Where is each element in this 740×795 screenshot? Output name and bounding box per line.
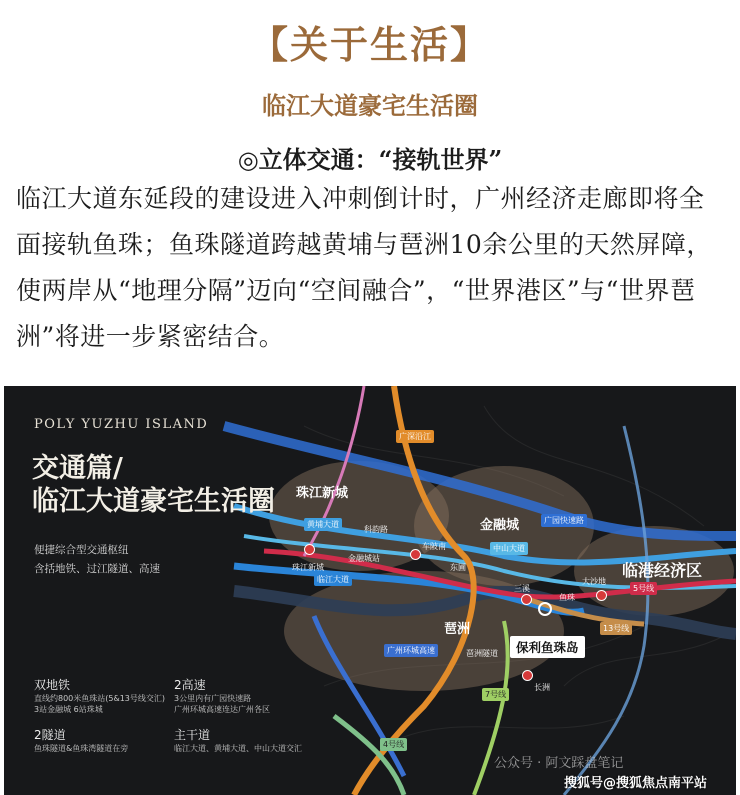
category-label: 2隧道 <box>34 728 66 742</box>
place-lingang: 临港经济区 <box>622 561 703 580</box>
hub-line1: 便捷综合型交通枢纽 <box>34 544 129 556</box>
station-dongpu: 东圃 <box>450 563 466 572</box>
category-main-road <box>174 726 302 754</box>
transport-map <box>4 386 736 795</box>
line-tag-13: 13号线 <box>600 622 632 635</box>
road-tag-huangpu: 黄埔大道 <box>304 518 342 531</box>
place-pazhou: 琶洲 <box>444 622 471 637</box>
section-title: 【关于生活】 <box>249 22 490 67</box>
category-desc: 广州环城高速连达广州各区 <box>174 705 270 714</box>
category-label: 2高速 <box>174 678 206 692</box>
line-tag-guangshen: 广深沿江 <box>396 430 434 443</box>
station-pazhou-tunnel: 琶洲隧道 <box>466 649 498 658</box>
hub-description <box>34 541 160 579</box>
station-pin <box>521 594 532 605</box>
station-pin <box>522 670 533 681</box>
category-desc: 直线约800米鱼珠站(5&13号线交汇) <box>34 694 166 703</box>
place-jinrongcheng: 金融城 <box>480 518 520 533</box>
category-desc: 临江大道、黄埔大道、中山大道交汇 <box>174 744 302 753</box>
category-desc: 鱼珠隧道&鱼珠湾隧道在旁 <box>34 744 129 753</box>
category-label: 主干道 <box>174 728 211 742</box>
watermark-gzh: 公众号 · 阿文踩盘笔记 <box>494 756 624 771</box>
map-title-line2: 临江大道豪宅生活圈 <box>32 486 275 517</box>
station-changzhou: 长洲 <box>534 683 550 692</box>
station-pin <box>304 544 315 555</box>
station-yuzhu: 鱼珠 <box>559 593 575 602</box>
road-tag-guangyuan: 广园快速路 <box>541 514 587 527</box>
road-tag-zhongshan: 中山大道 <box>490 542 528 555</box>
station-kejilu: 科韵路 <box>364 525 388 534</box>
category-desc: 3公里内有广园快速路 <box>174 694 252 703</box>
watermark-sohu: 搜狐号@搜狐焦点南平站 <box>564 776 708 791</box>
station-pin <box>596 590 607 601</box>
map-title <box>32 452 275 518</box>
line-tag-4: 4号线 <box>380 738 407 751</box>
hub-line2: 含括地铁、过江隧道、高速 <box>34 563 160 575</box>
category-desc: 3站金融城 6站珠城 <box>34 705 103 714</box>
road-tag-linjiang: 临江大道 <box>314 573 352 586</box>
category-highway <box>174 676 270 715</box>
project-tag: 保利鱼珠岛 <box>510 636 585 658</box>
category-tunnel <box>34 726 128 754</box>
line-tag-7: 7号线 <box>482 688 509 701</box>
station-chebei: 车陂南 <box>422 542 446 551</box>
place-zhujiang-newtown: 珠江新城 <box>296 486 349 501</box>
category-label: 双地铁 <box>34 678 71 692</box>
category-metro <box>34 676 165 715</box>
station-sanxi: 三溪 <box>514 584 530 593</box>
line-tag-5: 5号线 <box>630 582 657 595</box>
station-jinrongcheng: 金融城站 <box>348 554 380 563</box>
station-zhujiang: 珠江新城 <box>292 563 324 572</box>
page-subtitle: 临江大道豪宅生活圈 <box>262 91 478 120</box>
map-title-line1: 交通篇/ <box>32 453 123 484</box>
road-tag-ring: 广州环城高速 <box>384 644 438 657</box>
intro-paragraph: 临江大道东延段的建设进入冲刺倒计时，广州经济走廊即将全面接轨鱼珠；鱼珠隧道跨越黄埔与琶洲10余公里的天然屏障，使两岸从“地理分隔”迈向“空间融合”，“世界港区”与“世界琶洲”将进一步紧密结合。 <box>16 184 712 351</box>
brand-label: POLY YUZHU ISLAND <box>34 417 209 432</box>
station-pin <box>410 549 421 560</box>
station-dashadi: 大沙地 <box>582 577 606 586</box>
section-heading: ◎立体交通：“接轨世界” <box>237 145 503 174</box>
